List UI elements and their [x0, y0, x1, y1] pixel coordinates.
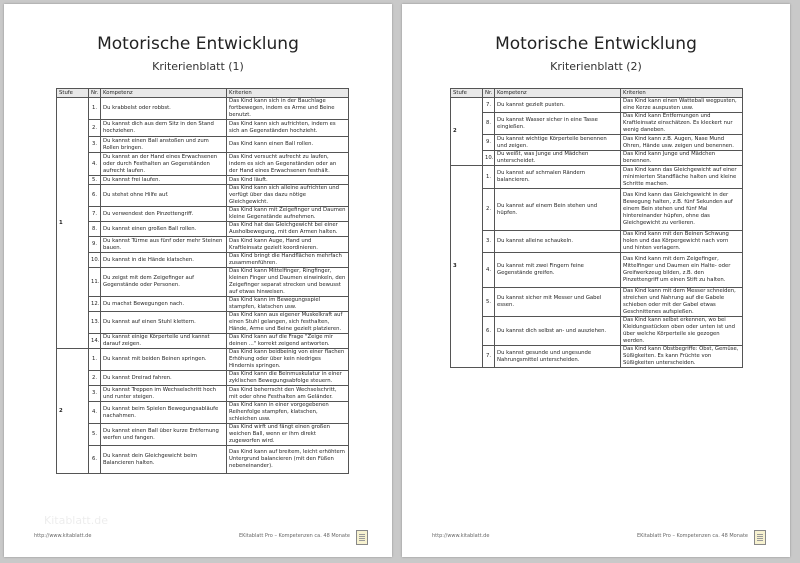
cell-kriterien: Das Kind kann mit Zeigefinger und Daumen kleine Gegenstände aufnehmen.: [227, 207, 349, 222]
cell-kompetenz: Du kannst alleine schaukeln.: [495, 231, 621, 253]
cell-nr: 6.: [89, 185, 101, 207]
cell-nr: 9.: [483, 135, 495, 151]
cell-kompetenz: Du verwendest den Pinzettengriff.: [101, 207, 227, 222]
document-icon: [356, 530, 368, 545]
cell-nr: 8.: [483, 113, 495, 135]
table-row: [57, 153, 349, 176]
cell-kriterien: Das Kind wirft und fängt einen großen weichen Ball, wenn er ihm direkt zugeworfen wird.: [227, 424, 349, 446]
cell-kriterien: Das Kind läuft.: [227, 176, 349, 185]
table-row: [57, 120, 349, 137]
cell-nr: 10.: [483, 151, 495, 166]
cell-kompetenz: Du kannst beim Spielen Bewegungsabläufe nachahmen.: [101, 402, 227, 424]
cell-nr: 1.: [483, 166, 495, 189]
cell-kriterien: Das Kind kann das Gleichgewicht in der Bewegung halten, z.B. fünf Sekunden auf einem Bein stehen und fünf Mal hintereinander hüpfen, ohne das Gleichgewicht zu verlieren.: [621, 189, 743, 231]
cell-kompetenz: Du kannst in die Hände klatschen.: [101, 253, 227, 268]
page-title: Motorische Entwicklung: [97, 34, 299, 54]
table-row: [57, 386, 349, 402]
cell-nr: 13.: [89, 312, 101, 334]
cell-nr: 2.: [89, 371, 101, 386]
cell-kompetenz: Du kannst auf einem Bein stehen und hüpfen.: [495, 189, 621, 231]
cell-kompetenz: Du kannst Türme aus fünf oder mehr Steinen bauen.: [101, 237, 227, 253]
table-row: [57, 222, 349, 237]
cell-kriterien: Das Kind kann sich aufrichten, indem es sich an Gegenständen hochzieht.: [227, 120, 349, 137]
cell-kompetenz: Du zeigst mit dem Zeigefinger auf Gegenstände oder Personen.: [101, 268, 227, 297]
table-row: [57, 176, 349, 185]
cell-kompetenz: Du kannst auf einen Stuhl klettern.: [101, 312, 227, 334]
cell-nr: 11.: [89, 268, 101, 297]
page-left: [4, 4, 392, 557]
header-stufe: Stufe: [451, 89, 483, 98]
cell-kriterien: Das Kind kann sich alleine aufrichten und verfügt über das dazu nötige Gleichgewicht.: [227, 185, 349, 207]
header-kriterien: Kriterien: [227, 89, 349, 98]
table-body: [57, 98, 349, 474]
table-header-row: [57, 89, 349, 98]
cell-kompetenz: Du kannst sicher mit Messer und Gabel essen.: [495, 288, 621, 317]
cell-kompetenz: Du kannst wichtige Körperteile benennen und zeigen.: [495, 135, 621, 151]
cell-kriterien: Das Kind bringt die Handflächen mehrfach zusammenführen.: [227, 253, 349, 268]
cell-kriterien: Das Kind kann das Gleichgewicht auf einer minimierten Standfläche halten und kleine Schritte machen.: [621, 166, 743, 189]
cell-nr: 8.: [89, 222, 101, 237]
table-row: [57, 349, 349, 371]
cell-kriterien: Das Kind kann sich in der Bauchlage fortbewegen, indem es Arme und Beine benutzt.: [227, 98, 349, 120]
table-row: [57, 98, 349, 120]
cell-nr: 2.: [483, 189, 495, 231]
table-row: [57, 237, 349, 253]
cell-nr: 7.: [89, 207, 101, 222]
cell-kompetenz: Du weißt, was Junge und Mädchen unterscheidet.: [495, 151, 621, 166]
table-row: [57, 424, 349, 446]
table-row: [451, 253, 743, 288]
cell-nr: 1.: [89, 98, 101, 120]
cell-nr: 5.: [89, 176, 101, 185]
cell-kompetenz: Du kannst Dreirad fahren.: [101, 371, 227, 386]
table-row: [57, 185, 349, 207]
header-nr: Nr.: [89, 89, 101, 98]
table-row: [57, 334, 349, 349]
cell-kriterien: Das Kind kann Junge und Mädchen benennen.: [621, 151, 743, 166]
cell-nr: 2.: [89, 120, 101, 137]
cell-kriterien: Das Kind kann mit dem Zeigefinger, Mittelfinger und Daumen ein Halte- oder Greifwerkzeug bilden, z.B. den Pinzettengriff um einen Stift zu halten.: [621, 253, 743, 288]
cell-kriterien: Das Kind kann mit den Beinen Schwung holen und das Körpergewicht nach vorn und hinten verlagern.: [621, 231, 743, 253]
cell-nr: 9.: [89, 237, 101, 253]
table-row: [57, 207, 349, 222]
table-row: [57, 253, 349, 268]
cell-kompetenz: Du kannst auf schmalen Rändern balancieren.: [495, 166, 621, 189]
cell-nr: 7.: [483, 346, 495, 368]
table-row: [57, 268, 349, 297]
watermark: Kitablatt.de: [44, 514, 108, 527]
cell-nr: 14.: [89, 334, 101, 349]
cell-stufe: 2: [57, 349, 89, 474]
cell-nr: 12.: [89, 297, 101, 312]
cell-kompetenz: Du kannst an der Hand eines Erwachsenen oder durch Festhalten an Gegenständen aufrecht laufen.: [101, 153, 227, 176]
cell-nr: 5.: [89, 424, 101, 446]
cell-kriterien: Das Kind beherrscht den Wechselschritt, mit oder ohne Festhalten am Geländer.: [227, 386, 349, 402]
table-row: [451, 346, 743, 368]
cell-nr: 3.: [483, 231, 495, 253]
table-row: [57, 312, 349, 334]
table-row: [57, 137, 349, 153]
cell-nr: 1.: [89, 349, 101, 371]
cell-kompetenz: Du kannst gezielt pusten.: [495, 98, 621, 113]
cell-kriterien: Das Kind kann Mittelfinger, Ringfinger, kleinen Finger und Daumen einwinkeln, den Zeigefinger separat strecken und bewusst auf etwas hinweisen.: [227, 268, 349, 297]
table-body: [451, 98, 743, 368]
cell-kompetenz: Du kannst dich selbst an- und ausziehen.: [495, 317, 621, 346]
table-row: [57, 402, 349, 424]
criteria-table: [56, 88, 349, 474]
cell-kompetenz: Du kannst Treppen im Wechselschritt hoch und runter steigen.: [101, 386, 227, 402]
table-row: [451, 231, 743, 253]
table-row: [451, 288, 743, 317]
cell-nr: 6.: [89, 446, 101, 474]
cell-kriterien: Das Kind kann Auge, Hand und Kraftleinsatz gezielt koordinieren.: [227, 237, 349, 253]
header-kompetenz: Kompetenz: [495, 89, 621, 98]
cell-nr: 7.: [483, 98, 495, 113]
table-row: [451, 166, 743, 189]
footer-note: EKitablatt Pro – Kompetenzen ca. 48 Monate: [636, 533, 748, 539]
cell-kriterien: Das Kind kann auf die Frage "Zeige mir deinen ..." korrekt zeigend antworten.: [227, 334, 349, 349]
cell-kriterien: Das Kind kann aus eigener Muskelkraft auf einen Stuhl gelangen, sich festhalten, Hände, Arme und Beine gezielt platzieren.: [227, 312, 349, 334]
cell-kriterien: Das Kind kann Entfernungen und Kraftleinsatz einschätzen. Es kleckert nur wenig daneben.: [621, 113, 743, 135]
cell-stufe: 2: [451, 98, 483, 166]
cell-kompetenz: Du machst Bewegungen nach.: [101, 297, 227, 312]
cell-nr: 4.: [89, 153, 101, 176]
cell-kompetenz: Du kannst Wasser sicher in eine Tasse eingießen.: [495, 113, 621, 135]
header-nr: Nr.: [483, 89, 495, 98]
cell-kriterien: Das Kind kann selbst erkennen, wo bei Kleidungsstücken oben oder unten ist und über welche Körperteile sie gezogen werden.: [621, 317, 743, 346]
cell-stufe: 3: [451, 166, 483, 368]
cell-kriterien: Das Kind kann auf breitem, leicht erhöhtem Untergrund balancieren (mit den Füßen nebeneinander).: [227, 446, 349, 474]
cell-kompetenz: Du kannst mit zwei Fingern feine Gegenstände greifen.: [495, 253, 621, 288]
page-title: Motorische Entwicklung: [495, 34, 697, 54]
cell-stufe: 1: [57, 98, 89, 349]
table-row: [57, 371, 349, 386]
cell-kriterien: Das Kind hat das Gleichgewicht bei einer Ausholbewegung, mit den Armen halten.: [227, 222, 349, 237]
cell-kompetenz: Du kannst einige Körperteile und kannst darauf zeigen.: [101, 334, 227, 349]
cell-kriterien: Das Kind kann im Bewegungsspiel stampfen, klatschen usw.: [227, 297, 349, 312]
criteria-table: [450, 88, 743, 368]
table-row: [451, 98, 743, 113]
table-row: [451, 151, 743, 166]
cell-kompetenz: Du kannst einen großen Ball rollen.: [101, 222, 227, 237]
cell-nr: 4.: [483, 253, 495, 288]
header-stufe: Stufe: [57, 89, 89, 98]
footer-url: http://www.kitablatt.de: [432, 533, 490, 539]
table-row: [451, 317, 743, 346]
header-kompetenz: Kompetenz: [101, 89, 227, 98]
cell-kompetenz: Du kannst dein Gleichgewicht beim Balancieren halten.: [101, 446, 227, 474]
cell-kompetenz: Du kannst frei laufen.: [101, 176, 227, 185]
header-kriterien: Kriterien: [621, 89, 743, 98]
cell-kriterien: Das Kind kann einen Ball rollen.: [227, 137, 349, 153]
cell-kriterien: Das Kind kann einen Wattebali wegpusten, eine Kerze auspusten usw.: [621, 98, 743, 113]
table-row: [57, 446, 349, 474]
page-right: [402, 4, 790, 557]
footer-note: EKitablatt Pro – Kompetenzen ca. 48 Monate: [238, 533, 350, 539]
cell-kriterien: Das Kind kann z.B. Augen, Nase Mund Ohren, Hände usw. zeigen und benennen.: [621, 135, 743, 151]
cell-nr: 4.: [89, 402, 101, 424]
cell-nr: 6.: [483, 317, 495, 346]
table-header-row: [451, 89, 743, 98]
cell-kompetenz: Du kannst gesunde und ungesunde Nahrungsmittel unterscheiden.: [495, 346, 621, 368]
page-subtitle: Kriterienblatt (1): [152, 60, 244, 73]
cell-kompetenz: Du krabbelst oder robbst.: [101, 98, 227, 120]
cell-kompetenz: Du kannst einen Ball über kurze Entfernung werfen und fangen.: [101, 424, 227, 446]
cell-kriterien: Das Kind kann in einer vorgegebenen Reihenfolge stampfen, klatschen, schleichen usw.: [227, 402, 349, 424]
table-row: [57, 297, 349, 312]
cell-kompetenz: Du kannst einen Ball anstoßen und zum Rollen bringen.: [101, 137, 227, 153]
cell-kompetenz: Du kannst mit beiden Beinen springen.: [101, 349, 227, 371]
cell-kriterien: Das Kind versucht aufrecht zu laufen, indem es sich an Gegenständen oder an der Hand eines Erwachsenen festhält.: [227, 153, 349, 176]
cell-nr: 5.: [483, 288, 495, 317]
cell-kriterien: Das Kind kann mit dem Messer schneiden, streichen und Nahrung auf die Gabele schieben oder mit der Gabel etwas Geschnittenes aufspießen.: [621, 288, 743, 317]
table-row: [451, 135, 743, 151]
cell-nr: 3.: [89, 386, 101, 402]
table-row: [451, 189, 743, 231]
page-subtitle: Kriterienblatt (2): [550, 60, 642, 73]
document-icon: [754, 530, 766, 545]
cell-kriterien: Das Kind kann Obstbegriffe: Obst, Gemüse, Süßigkeiten. Es kann Früchte von Süßigkeiten unterscheiden.: [621, 346, 743, 368]
cell-kriterien: Das Kind kann beidbeinig von einer flachen Erhöhung oder über kein niedriges Hindernis springen.: [227, 349, 349, 371]
footer-url: http://www.kitablatt.de: [34, 533, 92, 539]
cell-nr: 10.: [89, 253, 101, 268]
cell-kompetenz: Du kannst dich aus dem Sitz in den Stand hochziehen.: [101, 120, 227, 137]
cell-kriterien: Das Kind kann die Beinmuskulatur in einer zyklischen Bewegungsabfolge steuern.: [227, 371, 349, 386]
cell-nr: 3.: [89, 137, 101, 153]
table-row: [451, 113, 743, 135]
cell-kompetenz: Du stehst ohne Hilfe auf.: [101, 185, 227, 207]
